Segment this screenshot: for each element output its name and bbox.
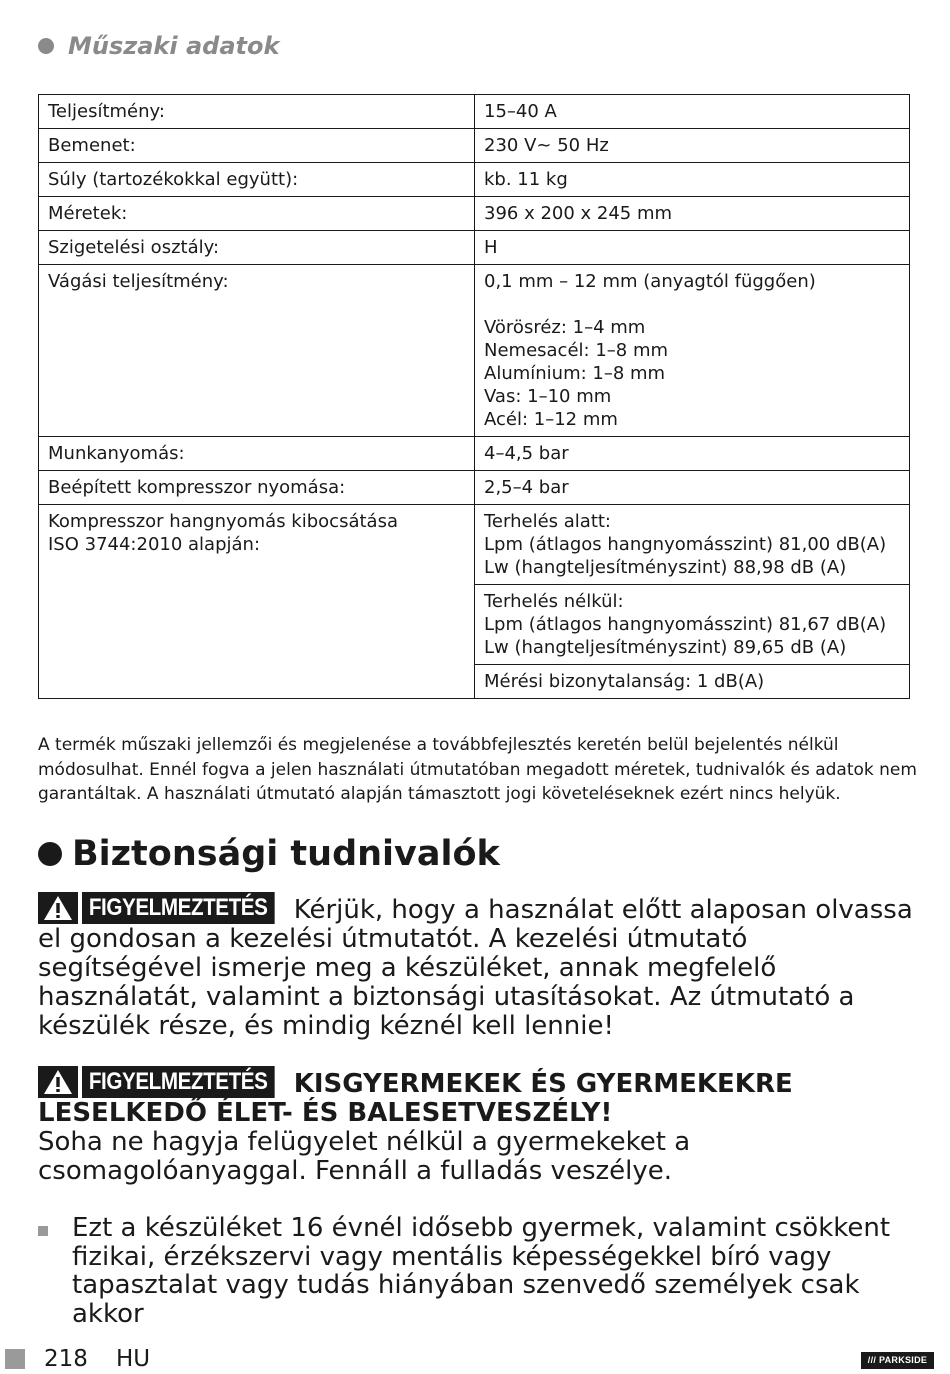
noise-line: Terhelés alatt: [484,511,611,532]
page-number: 218 [44,1346,88,1372]
noise-line: Terhelés nélkül: [484,591,624,612]
spec-label: Bemenet: [39,129,475,163]
table-row [39,505,910,585]
spec-label: Méretek: [39,197,475,231]
noise-line: Lpm (átlagos hangnyomásszint) 81,00 dB(A) [484,534,887,555]
table-row [39,95,910,129]
table-row [39,265,910,437]
language-code: HU [116,1346,151,1372]
table-row [39,437,910,471]
section-title: Műszaki adatok [68,32,280,60]
warning-badge [38,1066,282,1098]
warning1-text: Kérjük, hogy a használat előtt alaposan olvassa el gondosan a kezelési útmutatót. A kezelési útmutató segítségével ismerje meg a készüléket, annak megfelelő használatát, valamint a biztonsági utasításokat. Az útmutató a készülék része, és mindig kéznél kell lennie! [38,895,913,1041]
list-item [38,1214,918,1328]
material-line: Acél: 1–12 mm [484,409,618,430]
material-line: Alumínium: 1–8 mm [484,363,666,384]
spec-value-no-load [475,585,910,665]
square-bullet-icon [38,1226,48,1236]
noise-label-line: ISO 3744:2010 alapján: [48,534,261,555]
warning-paragraph-1 [38,892,918,1041]
spec-value-under-load [475,505,910,585]
warning-label: FIGYELMEZTETÉS [82,892,274,924]
noise-line: Lpm (átlagos hangnyomásszint) 81,67 dB(A) [484,614,887,635]
spec-label: Vágási teljesítmény: [39,265,475,437]
safety-section-header [38,834,500,874]
spec-value: 15–40 A [475,95,910,129]
spec-label: Súly (tartozékokkal együtt): [39,163,475,197]
bullet-dot-icon [38,842,62,866]
spec-value: 230 V~ 50 Hz [475,129,910,163]
brand-logo: /// PARKSIDE [861,1352,934,1369]
safety-title: Biztonsági tudnivalók [72,834,500,874]
table-row [39,129,910,163]
table-row [39,197,910,231]
spec-value: 4–4,5 bar [475,437,910,471]
spec-value: H [475,231,910,265]
spec-value-cutting [475,265,910,437]
warning-badge [38,892,282,924]
material-line: Vas: 1–10 mm [484,386,612,407]
warning-label: FIGYELMEZTETÉS [82,1066,274,1098]
spec-label-noise [39,505,475,699]
table-row [39,231,910,265]
warning2-heading: KISGYERMEKEK ÉS GYERMEKEKRE LESELKEDŐ ÉLET- ÉS BALESETVESZÉLY! [38,1069,793,1128]
noise-line: Lw (hangteljesítményszint) 89,65 dB (A) [484,637,847,658]
noise-line: Lw (hangteljesítményszint) 88,98 dB (A) [484,557,847,578]
spec-value: kb. 11 kg [475,163,910,197]
disclaimer-text: A termék műszaki jellemzői és megjelenése a továbbfejlesztés keretén belül bejelentés nélkül módosulhat. Ennél fogva a jelen használati útmutatóban megadott méretek, tudnivalók és adatok nem garantáltak. A használati útmutató alapján támasztott jogi követeléseknek ezért nincs helyük. [38,735,917,804]
warning-triangle-icon [38,1066,78,1098]
section-header-technical-data [38,32,279,60]
footer-square-icon [5,1349,25,1369]
spec-label: Szigetelési osztály: [39,231,475,265]
specs-table [38,94,910,699]
spec-value: 396 x 200 x 245 mm [475,197,910,231]
cutting-range: 0,1 mm – 12 mm (anyagtól függően) [484,271,816,292]
spec-label: Teljesítmény: [39,95,475,129]
material-line: Nemesacél: 1–8 mm [484,340,669,361]
spec-label: Beépített kompresszor nyomása: [39,471,475,505]
table-row [39,163,910,197]
spec-value: 2,5–4 bar [475,471,910,505]
material-line: Vörösréz: 1–4 mm [484,317,646,338]
spec-value-uncertainty: Mérési bizonytalanság: 1 dB(A) [475,665,910,699]
warning2-text: Soha ne hagyja felügyelet nélkül a gyermekeket a csomagolóanyaggal. Fennáll a fulladás veszélye. [38,1127,691,1186]
noise-label-line: Kompresszor hangnyomás kibocsátása [48,511,398,532]
bullet-text: Ezt a készüléket 16 évnél idősebb gyermek, valamint csökkent fizikai, érzékszervi vagy mentális képességekkel bíró vagy tapasztalat vagy tudás hiányában szenvedő személyek csak akkor [72,1213,891,1329]
spec-label: Munkanyomás: [39,437,475,471]
bullet-dot-icon [38,38,54,54]
table-row [39,471,910,505]
warning-paragraph-2 [38,1066,918,1186]
warning-triangle-icon [38,892,78,924]
